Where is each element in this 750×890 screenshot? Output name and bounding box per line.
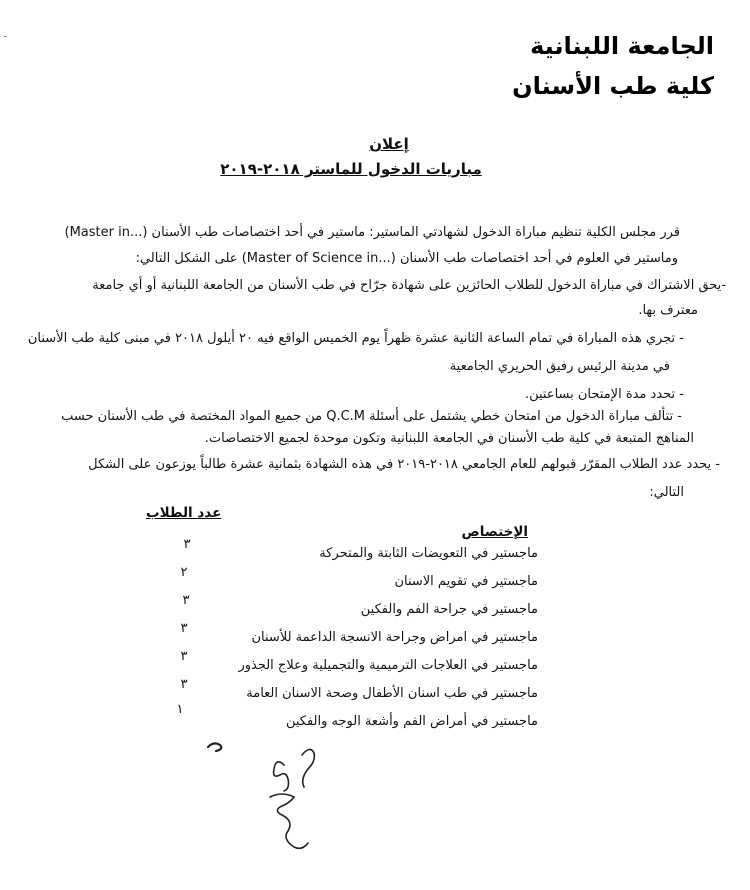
student-count: ٣ (182, 593, 190, 608)
specialty-row: ماجستير في التعويضات الثابتة والمتحركة (319, 546, 538, 561)
student-count: ٣ (180, 649, 188, 664)
student-count: ١ (176, 702, 184, 717)
paragraph-line: - تحدد مدة الإمتحان بساعتين. (524, 387, 684, 402)
specialty-row: ماجستير في امراض وجراحة الانسجة الداعمة للأسنان (251, 630, 538, 645)
letterhead (512, 26, 714, 106)
paragraph-line: - يحدد عدد الطلاب المقرّر قبولهم للعام الجامعي ٢٠١٨-٢٠١٩ في هذه الشهادة بثمانية عشرة طالباً يوزعون على الشكل (88, 457, 720, 472)
specialty-row: ماجستير في طب اسنان الأطفال وصحة الاسنان العامة (246, 686, 538, 701)
paragraph-line: -يحق الاشتراك في مباراة الدخول للطلاب الحائزين على شهادة جرّاح في طب الأسنان من الجامعة اللبنانية أو أي جامعة (92, 278, 726, 293)
announcement-label: إعلان (369, 135, 409, 153)
paragraph-line: المناهج المتبعة في كلية طب الأسنان في الجامعة اللبنانية وتكون موحدة لجميع الاختصاصات. (204, 431, 694, 446)
university-name: الجامعة اللبنانية (530, 32, 714, 60)
faculty-name: كلية طب الأسنان (512, 72, 714, 100)
specialty-row: ماجستير في العلاجات الترميمية والتجميلية وعلاج الجذور (238, 658, 538, 673)
student-count: ٢ (180, 565, 188, 580)
scan-mark (4, 36, 7, 37)
count-column-header: عدد الطلاب (146, 505, 222, 521)
paragraph-line: معترف بها. (638, 303, 698, 318)
specialty-column-header: الإختصاص (461, 524, 528, 540)
paragraph-line: - تتألف مباراة الدخول من امتحان خطي يشتمل على أسئلة Q.C.M من جميع المواد المختصة في طب الأسنان حسب (61, 409, 682, 424)
paragraph-line: - تجري هذه المباراة في تمام الساعة الثانية عشرة ظهراً يوم الخميس الواقع فيه ٢٠ أيلول ٢٠١٨ في مبنى كلية طب الأسنان (27, 331, 684, 346)
student-count: ٣ (180, 621, 188, 636)
student-count: ٣ (183, 537, 191, 552)
paragraph-line: التالي: (649, 485, 684, 500)
paragraph-line: في مدينة الرئيس رفيق الحريري الجامعية (449, 359, 670, 374)
student-count: ٣ (180, 677, 188, 692)
specialty-row: ماجستير في جراحة الفم والفكين (360, 602, 538, 617)
announcement-subject: مباريات الدخول للماستر ٢٠١٨-٢٠١٩ (220, 160, 482, 178)
paragraph-line: وماستير في العلوم في أحد اختصاصات طب الأسنان (...Master of Science in) على الشكل التالي: (135, 251, 678, 266)
handwritten-signature (190, 735, 340, 855)
specialty-row: ماجستير في تقويم الاسنان (394, 574, 538, 589)
specialty-row: ماجستير في أمراض الفم وأشعة الوجه والفكين (285, 714, 538, 729)
paragraph-line: قرر مجلس الكلية تنظيم مباراة الدخول لشهادتي الماستير: ماستير في أحد اختصاصات طب الأسنان (...Master in) (64, 225, 680, 240)
